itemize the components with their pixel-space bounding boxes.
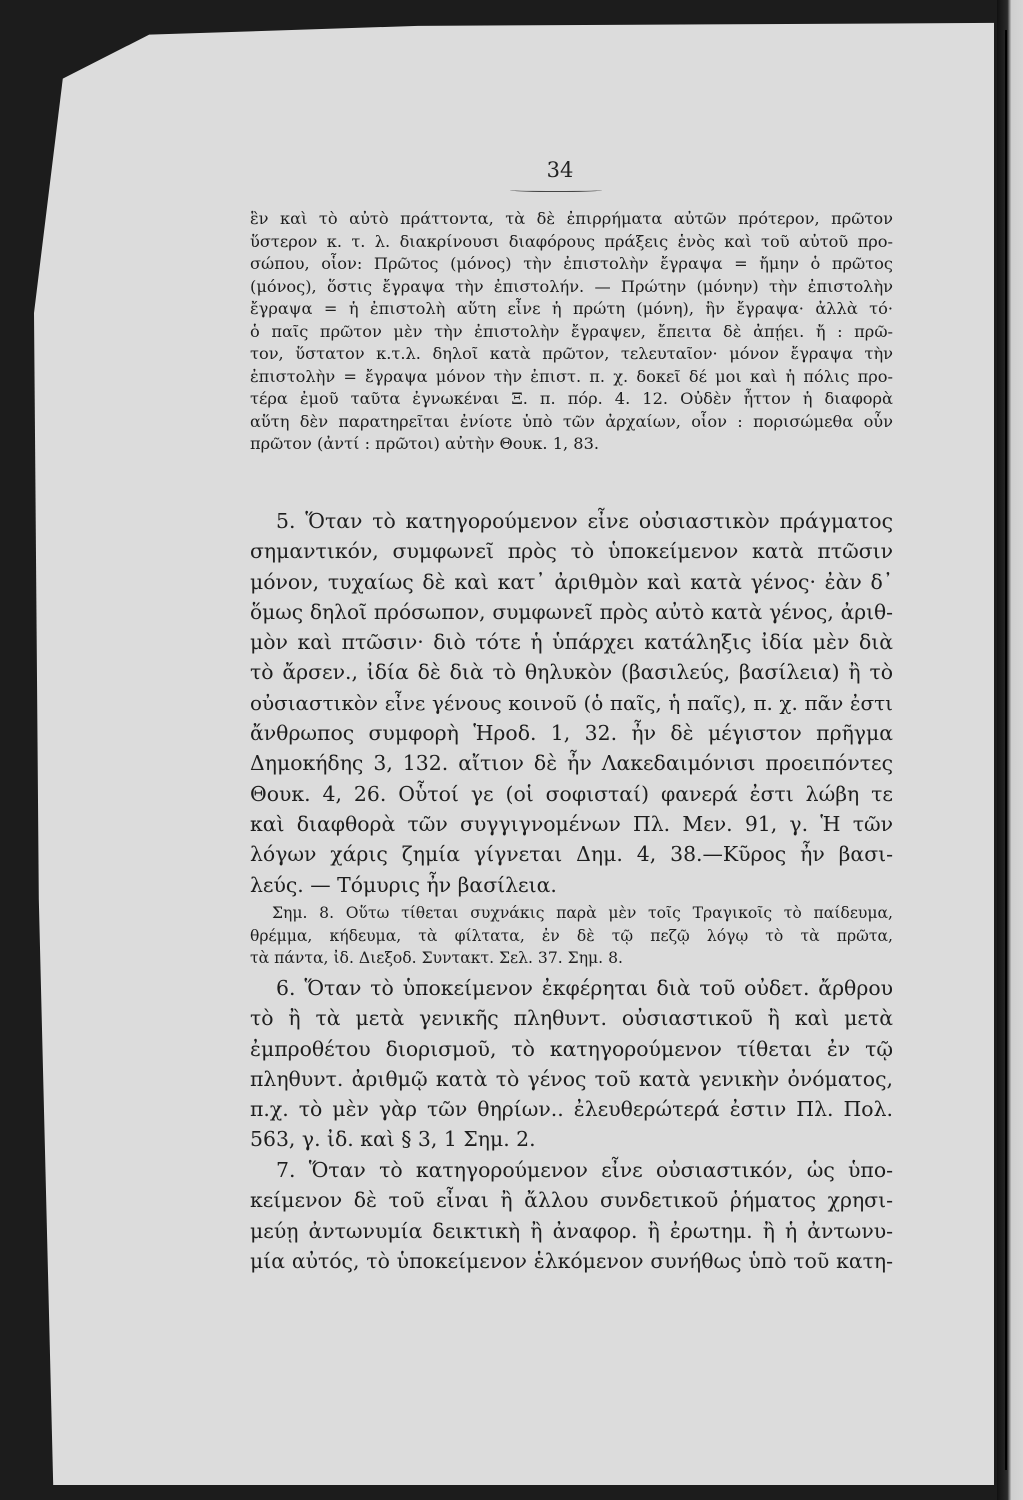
text-line: μόνον, τυχαίως δὲ καὶ κατ᾽ ἀριθμὸν καὶ κατὰ γένος· ἐὰν δ᾽ bbox=[250, 569, 893, 594]
text-line: 7. Ὅταν τὸ κατηγορούμενον εἶνε οὐσιαστικόν, ὡς ὑπο- bbox=[276, 1158, 893, 1182]
text-line: μεύῃ ἀντωνυμία δεικτικὴ ἢ ἀναφορ. ἢ ἐρωτημ. ἢ ἡ ἀντωνυ- bbox=[250, 1218, 893, 1243]
text-line: λόγων χάρις ζημία γίγνεται Δημ. 4, 38.—Κῦρος ἦν βασι- bbox=[250, 842, 893, 867]
paragraph-5 bbox=[250, 506, 893, 900]
text-line: Σημ. 8. Οὕτω τίθεται συχνάκις παρὰ μὲν τοῖς Τραγικοῖς τὸ παίδευμα, bbox=[272, 904, 893, 922]
text-line: σώπου, οἷον: Πρῶτος (μόνος) τὴν ἐπιστολὴν ἔγραψα = ἤμην ὁ πρῶτος bbox=[250, 254, 893, 273]
paragraph-6 bbox=[250, 973, 893, 1155]
text-line: μία αὐτός, τὸ ὑποκείμενον ἑλκόμενον συνήθως ὑπὸ τοῦ κατη- bbox=[250, 1248, 893, 1273]
text-line: θρέμμα, κήδευμα, τὰ φίλτατα, ἐν δὲ τῷ πεζῷ λόγῳ τὸ τὰ πρῶτα, bbox=[250, 926, 893, 945]
text-line: τον, ὕστατον κ.τ.λ. δηλοῖ κατὰ πρῶτον, τελευταῖον· μόνον ἔγραψα τὴν bbox=[250, 344, 893, 363]
text-line: π.χ. τὸ μὲν γὰρ τῶν θηρίων.. ἐλευθερώτερά ἐστιν Πλ. Πολ. bbox=[250, 1097, 893, 1122]
text-line: (μόνος), ὅστις ἔγραψα τὴν ἐπιστολήν. — Πρώτην (μόνην) τὴν ἐπιστολὴν bbox=[250, 276, 893, 296]
text-line: κείμενον δὲ τοῦ εἶναι ἢ ἄλλου συνδετικοῦ ῥήματος χρησι- bbox=[250, 1188, 893, 1213]
text-line: 6. Ὅταν τὸ ὑποκείμενον ἐκφέρηται διὰ τοῦ οὐδετ. ἄρθρου bbox=[276, 976, 893, 1000]
text-line: ἄνθρωπος συμφορὴ Ἡροδ. 1, 32. ἦν δὲ μέγιστον πρῆγμα bbox=[250, 721, 893, 746]
text-line: ὕστερον κ. τ. λ. διακρίνουσι διαφόρους πράξεις ἑνὸς καὶ τοῦ αὐτοῦ προ- bbox=[250, 231, 893, 251]
text-line: 5. Ὅταν τὸ κατηγορούμενον εἶνε οὐσιαστικὸν πράγματος bbox=[276, 509, 893, 533]
text-line: Θουκ. 4, 26. Οὗτοί γε (οἱ σοφισταί) φανερά ἐστι λώβη τε bbox=[250, 781, 893, 806]
text-line: τὰ πάντα, ἰδ. Διεξοδ. Συντακτ. Σελ. 37. Σημ. 8. bbox=[250, 949, 623, 967]
paragraph-7 bbox=[250, 1155, 893, 1276]
text-line: τὸ ἢ τὰ μετὰ γενικῆς πληθυντ. οὐσιαστικοῦ ἢ καὶ μετὰ bbox=[250, 1006, 893, 1031]
text-line: τέρα ἐμοῦ ταῦτα ἐγνωκέναι Ξ. π. πόρ. 4. 12. Οὐδὲν ἧττον ἡ διαφορὰ bbox=[250, 389, 893, 408]
binding-edge bbox=[997, 0, 1023, 1500]
text-line: μὸν καὶ πτῶσιν· διὸ τότε ἡ ὑπάρχει κατάληξις ἰδία μὲν διὰ bbox=[250, 630, 893, 655]
text-line: ὅμως δηλοῖ πρόσωπον, συμφωνεῖ πρὸς αὐτὸ κατὰ γένος, ἀριθ- bbox=[250, 599, 893, 624]
text-line: πληθυντ. ἀριθμῷ κατὰ τὸ γένος τοῦ κατὰ γενικὴν ὀνόματος, bbox=[250, 1066, 893, 1091]
text-line: σημαντικόν, συμφωνεῖ πρὸς τὸ ὑποκείμενον κατὰ πτῶσιν bbox=[250, 539, 893, 564]
continuation-paragraph bbox=[250, 208, 893, 456]
text-line: ἐπιστολὴν = ἔγραψα μόνον τὴν ἐπιστ. π. χ. δοκεῖ δέ μοι καὶ ἡ πόλις προ- bbox=[250, 366, 893, 386]
text-line: τὸ ἄρσεν., ἰδία δὲ διὰ τὸ θηλυκὸν (βασιλεύς, βασίλεια) ἢ τὸ bbox=[250, 660, 893, 685]
text-line: Δημοκήδης 3, 132. αἴτιον δὲ ἦν Λακεδαιμόνισι προειπόντες bbox=[250, 751, 893, 776]
text-line: ἔγραψα = ἡ ἐπιστολὴ αὕτη εἶνε ἡ πρώτη (μόνη), ἣν ἔγραψα· ἀλλὰ τό· bbox=[250, 299, 893, 318]
text-line: αὕτη δὲν παρατηρεῖται ἐνίοτε ὑπὸ τῶν ἀρχαίων, οἷον : πορισώμεθα οὖν bbox=[250, 411, 893, 431]
text-line: οὐσιαστικὸν εἶνε γένους κοινοῦ (ὁ παῖς, ἡ παῖς), π. χ. πᾶν ἐστι bbox=[250, 690, 893, 715]
text-line: πρῶτον (ἀντί : πρῶτοι) αὐτὴν Θουκ. 1, 83. bbox=[250, 434, 600, 453]
text-line: 563, γ. ἰδ. καὶ § 3, 1 Σημ. 2. bbox=[250, 1127, 536, 1152]
text-line: λεύς. — Τόμυρις ἦν βασίλεια. bbox=[250, 872, 557, 897]
text-line: ὁ παῖς πρῶτον μὲν τὴν ἐπιστολὴν ἔγραψεν, ἔπειτα δὲ ἀπῄει. ἤ : πρῶ- bbox=[250, 321, 893, 341]
page-number-ornament bbox=[510, 187, 602, 192]
text-line: ἓν καὶ τὸ αὐτὸ πράττοντα, τὰ δὲ ἐπιρρήματα αὐτῶν πρότερον, πρῶτον bbox=[250, 209, 893, 228]
note-8 bbox=[250, 902, 893, 970]
text-line: καὶ διαφθορὰ τῶν συγγιγνομένων Πλ. Μεν. 91, γ. Ἡ τῶν bbox=[250, 811, 893, 836]
page-number: 34 bbox=[546, 158, 574, 182]
text-line: ἐμπροθέτου διορισμοῦ, τὸ κατηγορούμενον τίθεται ἐν τῷ bbox=[250, 1036, 893, 1061]
